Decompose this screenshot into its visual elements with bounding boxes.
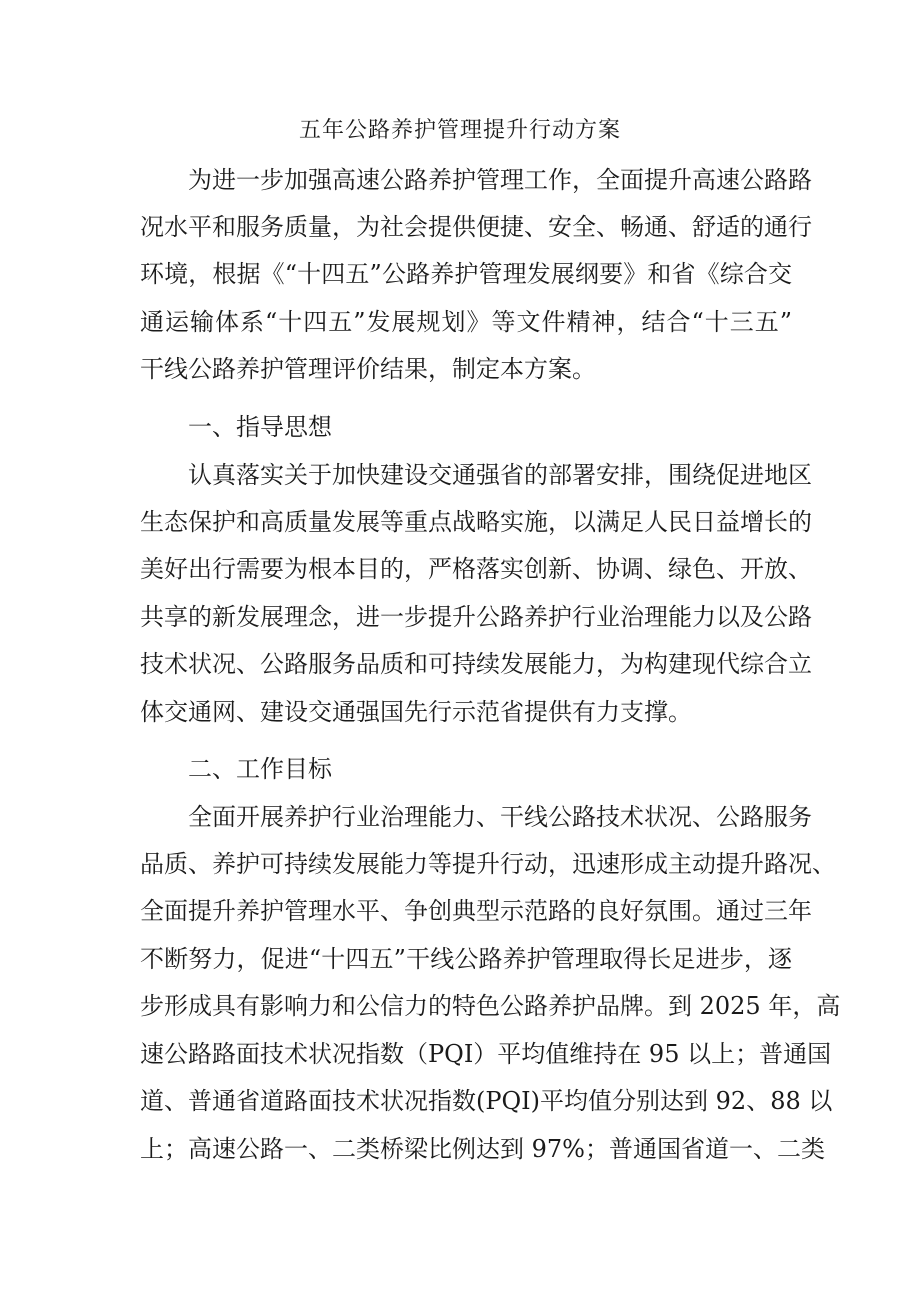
paragraph-line: 全面开展养护行业治理能力、干线公路技术状况、公路服务	[188, 803, 812, 831]
paragraph-line: 不断努力，促进“十四五”干线公路养护管理取得长足进步，逐	[140, 945, 792, 973]
paragraph-line: 道、普通省道路面技术状况指数(PQI)平均值分别达到 92、88 以	[140, 1087, 833, 1115]
section-heading: 二、工作目标	[188, 755, 332, 783]
paragraph-line: 美好出行需要为根本目的，严格落实创新、协调、绿色、开放、	[140, 555, 812, 583]
paragraph-line: 生态保护和高质量发展等重点战略实施，以满足人民日益增长的	[140, 508, 812, 536]
paragraph-line: 技术状况、公路服务品质和可持续发展能力，为构建现代综合立	[140, 650, 812, 678]
paragraph-line: 为进一步加强高速公路养护管理工作，全面提升高速公路路	[188, 166, 812, 194]
paragraph-line: 环境，根据《“十四五”公路养护管理发展纲要》和省《综合交	[140, 260, 792, 288]
paragraph-line: 速公路路面技术状况指数（PQI）平均值维持在 95 以上；普通国	[140, 1040, 832, 1068]
paragraph-line: 干线公路养护管理评价结果，制定本方案。	[140, 355, 596, 383]
paragraph-line: 品质、养护可持续发展能力等提升行动，迅速形成主动提升路况、	[140, 850, 836, 878]
paragraph-line: 全面提升养护管理水平、争创典型示范路的良好氛围。通过三年	[140, 897, 812, 925]
paragraph-line: 共享的新发展理念，进一步提升公路养护行业治理能力以及公路	[140, 603, 812, 631]
paragraph-line: 步形成具有影响力和公信力的特色公路养护品牌。到 2025 年，高	[140, 992, 841, 1020]
section-heading: 一、指导思想	[188, 413, 332, 441]
paragraph-line: 通运输体系“十四五”发展规划》等文件精神，结合“十三五”	[140, 308, 792, 336]
paragraph-line: 上；高速公路一、二类桥梁比例达到 97%；普通国省道一、二类	[140, 1135, 825, 1163]
paragraph-line: 认真落实关于加快建设交通强省的部署安排，围绕促进地区	[188, 461, 812, 489]
paragraph-line: 况水平和服务质量，为社会提供便捷、安全、畅通、舒适的通行	[140, 213, 812, 241]
paragraph-line: 体交通网、建设交通强国先行示范省提供有力支撑。	[140, 698, 692, 726]
document-title: 五年公路养护管理提升行动方案	[298, 118, 621, 143]
